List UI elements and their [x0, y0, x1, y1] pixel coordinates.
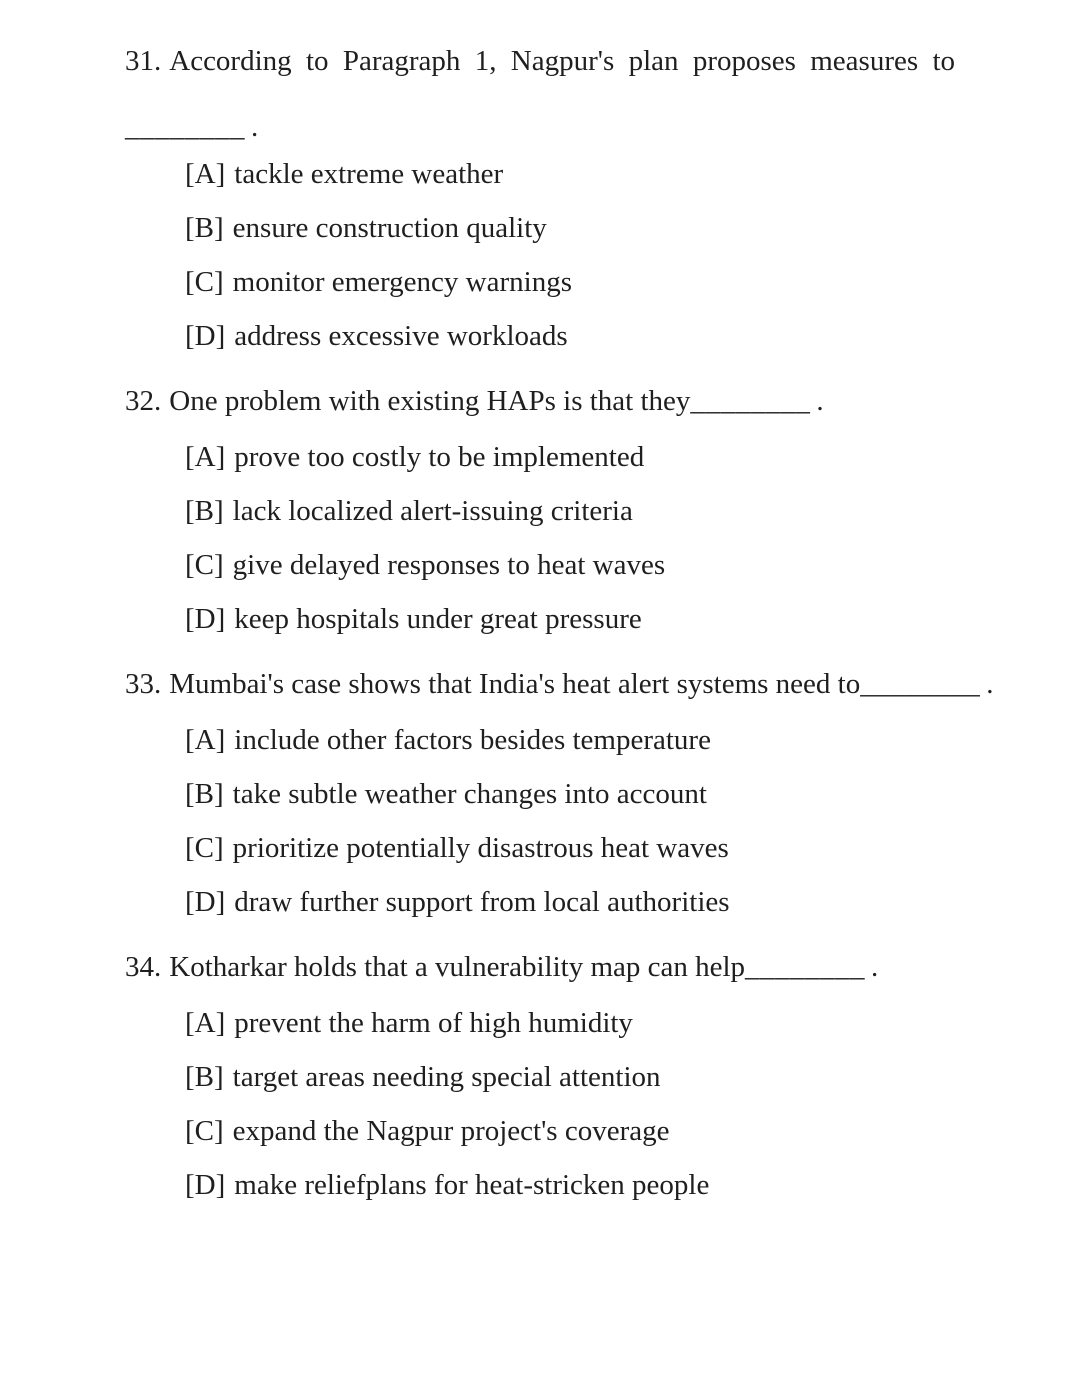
question-33-option-c	[125, 833, 955, 863]
question-31-option-d	[125, 321, 955, 351]
option-text: ensure construction quality	[232, 212, 547, 244]
option-label: [A]	[185, 441, 226, 473]
option-text: expand the Nagpur project's coverage	[232, 1115, 670, 1147]
fill-in-blank: ________	[860, 668, 981, 700]
option-text: target areas needing special attention	[232, 1061, 661, 1093]
option-label: [A]	[185, 724, 226, 756]
option-label: [D]	[185, 1169, 226, 1201]
period: .	[871, 951, 879, 983]
question-32-option-b	[125, 496, 955, 526]
question-34-option-b	[125, 1062, 955, 1092]
question-33-option-a	[125, 725, 955, 755]
option-label: [B]	[185, 1061, 224, 1093]
period: .	[816, 385, 824, 417]
question-33-option-b	[125, 779, 955, 809]
question-31-blank-line	[125, 112, 955, 142]
question-stem-text: One problem with existing HAPs is that they	[169, 385, 691, 417]
option-text: give delayed responses to heat waves	[232, 549, 666, 581]
question-number: 34.	[125, 951, 162, 983]
question-31	[125, 46, 955, 351]
option-text: prevent the harm of high humidity	[234, 1007, 633, 1039]
option-label: [C]	[185, 266, 224, 298]
option-label: [C]	[185, 1115, 224, 1147]
question-32-stem	[125, 386, 955, 416]
question-stem-text: Mumbai's case shows that India's heat alert systems need to	[169, 668, 861, 700]
question-number: 33.	[125, 668, 162, 700]
question-33	[125, 668, 994, 918]
option-label: [C]	[185, 832, 224, 864]
question-31-option-c	[125, 267, 955, 297]
question-33-option-d	[125, 887, 955, 917]
question-34-stem	[125, 952, 955, 982]
question-32-option-c	[125, 550, 955, 580]
question-34	[125, 952, 955, 1200]
option-text: monitor emergency warnings	[232, 266, 572, 298]
option-label: [B]	[185, 778, 224, 810]
question-stem-text: According to Paragraph 1, Nagpur's plan proposes measures to	[169, 45, 955, 77]
question-stem-text: Kotharkar holds that a vulnerability map can help	[169, 951, 746, 983]
option-text: tackle extreme weather	[234, 158, 504, 190]
question-32-option-a	[125, 442, 955, 472]
fill-in-blank: ________	[690, 385, 811, 417]
option-label: [A]	[185, 1007, 226, 1039]
option-label: [D]	[185, 603, 226, 635]
option-text: make reliefplans for heat-stricken people	[234, 1169, 710, 1201]
option-text: keep hospitals under great pressure	[234, 603, 642, 635]
option-label: [D]	[185, 886, 226, 918]
question-34-option-c	[125, 1116, 955, 1146]
fill-in-blank: ________	[125, 111, 245, 143]
option-label: [D]	[185, 320, 226, 352]
question-32	[125, 386, 955, 634]
question-number: 31.	[125, 45, 162, 77]
option-label: [B]	[185, 212, 224, 244]
question-31-option-b	[125, 213, 955, 243]
question-32-option-d	[125, 604, 955, 634]
fill-in-blank: ________	[745, 951, 866, 983]
option-text: take subtle weather changes into account	[232, 778, 707, 810]
option-text: prioritize potentially disastrous heat waves	[232, 832, 729, 864]
question-number: 32.	[125, 385, 162, 417]
question-33-stem	[125, 668, 994, 700]
option-text: include other factors besides temperature	[234, 724, 711, 756]
question-31-stem	[125, 46, 955, 76]
option-label: [B]	[185, 495, 224, 527]
question-34-option-d	[125, 1170, 955, 1200]
period: .	[251, 111, 259, 143]
option-label: [A]	[185, 158, 226, 190]
question-34-option-a	[125, 1008, 955, 1038]
question-31-option-a	[125, 159, 955, 189]
option-text: draw further support from local authorities	[234, 886, 730, 918]
option-text: address excessive workloads	[234, 320, 568, 352]
option-label: [C]	[185, 549, 224, 581]
period: .	[986, 668, 994, 700]
option-text: lack localized alert-issuing criteria	[232, 495, 633, 527]
option-text: prove too costly to be implemented	[234, 441, 645, 473]
